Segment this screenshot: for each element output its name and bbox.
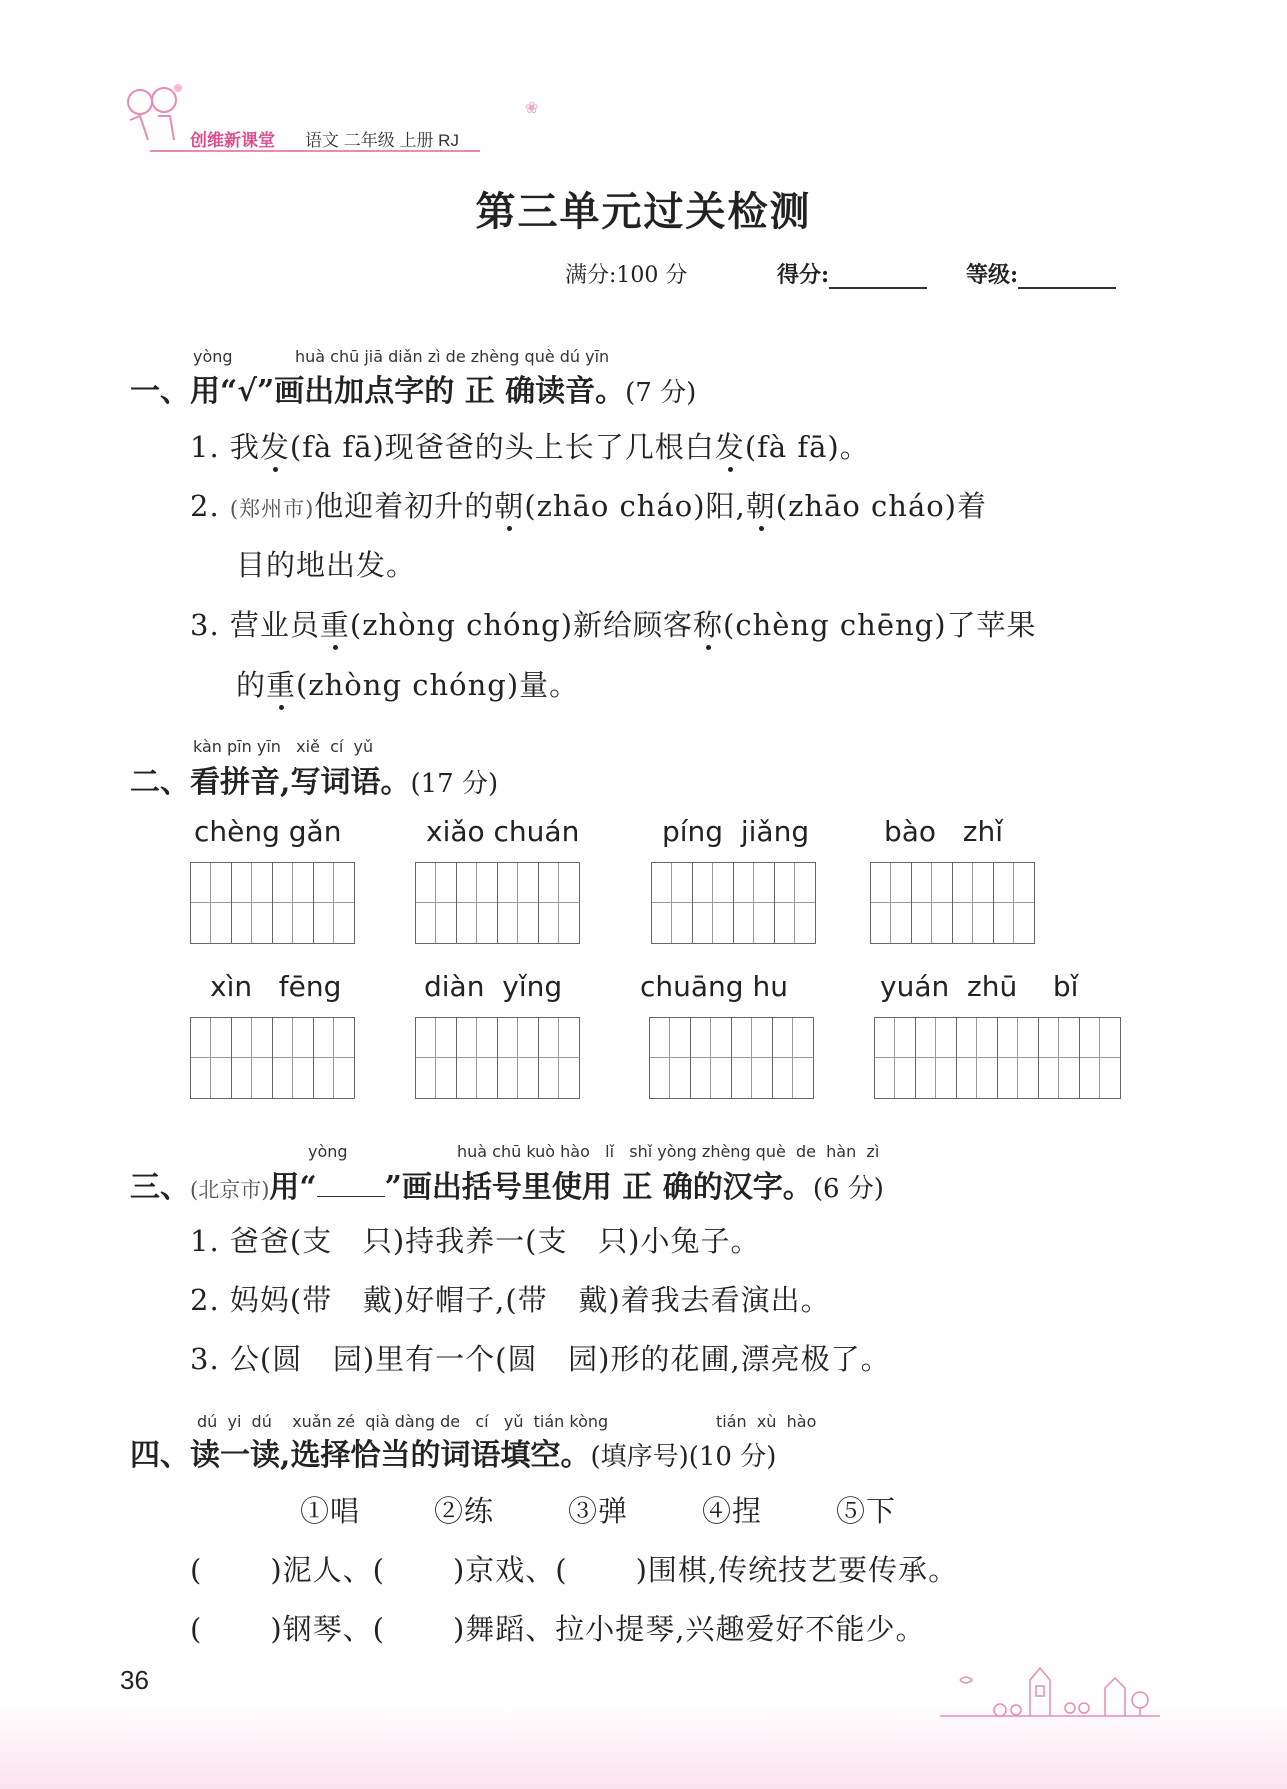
q2-word-4-pinyin: bào zhǐ — [884, 815, 1003, 848]
q4-pinyin-2: tián xù hào — [716, 1412, 817, 1431]
writing-cell[interactable] — [916, 1018, 957, 1098]
writing-cell[interactable] — [691, 1018, 732, 1098]
page-title: 第三单元过关检测 — [475, 188, 812, 235]
writing-cell[interactable] — [652, 863, 693, 943]
q1-heading-a: 一、用“√”画出加点字的 — [130, 374, 455, 409]
writing-cell[interactable] — [912, 863, 953, 943]
q4-line-2-part-1[interactable]: ( — [190, 1612, 203, 1646]
q4-line-1-part-2[interactable]: )泥人、( — [270, 1553, 385, 1587]
q2-word-2-grid[interactable] — [415, 862, 580, 944]
writing-cell[interactable] — [1080, 1018, 1120, 1098]
q1-pinyin-2: huà chū jiā diǎn zì de zhèng què dú yīn — [295, 347, 610, 366]
writing-cell[interactable] — [314, 863, 354, 943]
q2-word-5-grid[interactable] — [190, 1017, 355, 1099]
q2-word-1-grid[interactable] — [190, 862, 355, 944]
q3-prefix: 三、 — [130, 1170, 190, 1205]
writing-cell[interactable] — [232, 863, 273, 943]
q1-item-2-text-e[interactable]: (zhāo cháo)着 — [775, 489, 988, 523]
q1-item-2-source: (郑州市) — [229, 497, 315, 521]
q4-heading-text: 四、读一读,选择恰当的词语填空。 — [130, 1438, 591, 1473]
q2-word-4-grid[interactable] — [870, 862, 1035, 944]
q1-item-3-text-b[interactable]: (zhòng chóng)新给顾客 — [349, 608, 694, 642]
q2-word-1-pinyin: chèng gǎn — [194, 815, 342, 848]
q4-pinyin-1: dú yi dú xuǎn zé qià dàng de cí yǔ tián kòng — [197, 1412, 609, 1431]
q3-item-3[interactable]: 3. 公(圆 园)里有一个(圆 园)形的花圃,漂亮极了。 — [190, 1342, 891, 1376]
grade-blank[interactable] — [1018, 267, 1116, 289]
full-score: 满分:100 分 — [565, 263, 688, 288]
writing-cell[interactable] — [314, 1018, 354, 1098]
q3-heading — [130, 1162, 884, 1206]
q3-heading-b: ”画出括号里使用 正 确的汉字。 — [384, 1170, 813, 1205]
writing-cell[interactable] — [232, 1018, 273, 1098]
writing-cell[interactable] — [191, 1018, 232, 1098]
writing-cell[interactable] — [734, 863, 775, 943]
writing-cell[interactable] — [773, 1018, 813, 1098]
writing-cell[interactable] — [416, 863, 457, 943]
q1-item-3-cont — [236, 663, 579, 704]
q1-item-3-text-a: 3. 营业员 — [190, 608, 320, 642]
q1-item-3-cont-dotted: 重 — [266, 668, 297, 702]
writing-cell[interactable] — [273, 1018, 314, 1098]
score-field — [777, 258, 927, 289]
q2-score: (17 分) — [410, 769, 499, 799]
writing-cell[interactable] — [457, 1018, 498, 1098]
q1-item-3-cont-b[interactable]: (zhòng chóng)量。 — [296, 668, 580, 702]
page-number: 36 — [120, 1665, 149, 1695]
writing-cell[interactable] — [498, 863, 539, 943]
q2-heading — [130, 757, 498, 801]
subject-label: 语文 二年级 上册 RJ — [305, 131, 459, 150]
q1-item-1-text-a: 1. 我 — [190, 430, 260, 464]
q1-item-3-cont-a: 的 — [236, 668, 267, 702]
q2-word-3-grid[interactable] — [651, 862, 816, 944]
q4-score: (填序号)(10 分) — [590, 1442, 777, 1472]
q2-word-2-pinyin: xiǎo chuán — [426, 815, 580, 848]
q1-item-3-text-c[interactable]: (chèng chēng)了苹果 — [723, 608, 1037, 642]
q1-score: (7 分) — [625, 378, 697, 408]
q4-option-2: ②练 — [434, 1494, 495, 1528]
writing-cell[interactable] — [457, 863, 498, 943]
writing-cell[interactable] — [732, 1018, 773, 1098]
q4-line-1 — [190, 1548, 958, 1589]
q4-line-1-part-3[interactable]: )京戏、( — [452, 1553, 568, 1587]
q1-item-3 — [190, 603, 1037, 644]
q1-item-1-text-c[interactable]: (fà fā)。 — [744, 430, 870, 464]
q1-item-3-dotted-1: 重 — [319, 608, 350, 642]
writing-cell[interactable] — [498, 1018, 539, 1098]
q4-line-2-part-2[interactable]: )钢琴、( — [270, 1612, 385, 1646]
q3-score: (6 分) — [812, 1174, 884, 1204]
q3-pinyin-2: huà chū kuò hào lǐ shǐ yòng zhèng què de hàn zì — [457, 1142, 880, 1161]
q2-word-7-pinyin: chuāng hu — [640, 970, 788, 1003]
q4-line-1-part-4: )围棋,传统技艺要传承。 — [635, 1553, 959, 1587]
q3-source: (北京市) — [190, 1178, 270, 1202]
q4-line-2 — [190, 1607, 926, 1648]
q2-heading-text: 二、看拼音,写词语。 — [130, 765, 411, 800]
q2-word-6-pinyin: diàn yǐng — [424, 970, 563, 1003]
q1-item-2-text-b: 他迎着初升的 — [314, 489, 495, 523]
writing-cell[interactable] — [191, 863, 232, 943]
q2-word-8-pinyin: yuán zhū bǐ — [880, 970, 1079, 1003]
q4-line-1-part-1[interactable]: ( — [190, 1553, 203, 1587]
q2-word-3-pinyin: píng jiǎng — [662, 815, 810, 848]
q4-option-4: ④捏 — [702, 1494, 763, 1528]
q2-word-5-pinyin: xìn fēng — [210, 970, 342, 1003]
writing-cell[interactable] — [1039, 1018, 1080, 1098]
writing-cell[interactable] — [871, 863, 912, 943]
q3-underline-sample — [317, 1172, 385, 1197]
writing-cell[interactable] — [416, 1018, 457, 1098]
grade-field — [966, 258, 1116, 289]
q4-option-5: ⑤下 — [836, 1494, 897, 1528]
writing-cell[interactable] — [998, 1018, 1039, 1098]
q1-item-2-dotted-1: 朝 — [494, 489, 525, 523]
q3-item-1[interactable]: 1. 爸爸(支 只)持我养一(支 只)小兔子。 — [190, 1224, 761, 1258]
butterfly-icon: ❀ — [525, 98, 539, 117]
q1-item-2 — [190, 484, 987, 525]
header-illustration — [118, 80, 188, 150]
q1-item-1-dotted-2: 发 — [714, 430, 745, 464]
q1-item-2-dotted-2: 朝 — [745, 489, 776, 523]
writing-cell[interactable] — [994, 863, 1034, 943]
q4-option-1: ①唱 — [300, 1494, 361, 1528]
q3-pinyin-1: yòng — [308, 1142, 348, 1161]
q1-item-2-text-c[interactable]: (zhāo cháo)阳, — [524, 489, 746, 523]
q4-heading — [130, 1430, 776, 1474]
brand-name: 创维新课堂 — [190, 131, 275, 150]
q2-word-6-grid[interactable] — [415, 1017, 580, 1099]
q1-heading-b: 正 确读音。 — [464, 374, 626, 409]
q4-option-3: ③弹 — [568, 1494, 629, 1528]
q3-item-2[interactable]: 2. 妈妈(带 戴)好帽子,(带 戴)着我去看演出。 — [190, 1283, 831, 1317]
q1-item-2-cont: 目的地出发。 — [236, 548, 417, 582]
score-blank[interactable] — [829, 267, 927, 289]
q2-word-8-grid[interactable] — [874, 1017, 1121, 1099]
q1-item-3-dotted-2: 称 — [693, 608, 724, 642]
q1-item-1-dotted-1: 发 — [259, 430, 290, 464]
writing-cell[interactable] — [775, 863, 815, 943]
writing-cell[interactable] — [539, 863, 579, 943]
q1-item-2-text-a: 2. — [190, 489, 230, 523]
grade-label: 等级: — [966, 262, 1019, 288]
castle-illustration-icon — [940, 1650, 1160, 1720]
q2-word-7-grid[interactable] — [649, 1017, 814, 1099]
writing-cell[interactable] — [650, 1018, 691, 1098]
writing-cell[interactable] — [875, 1018, 916, 1098]
q3-heading-a: 用“ — [269, 1170, 317, 1205]
q1-item-1 — [190, 425, 870, 466]
writing-cell[interactable] — [273, 863, 314, 943]
writing-cell[interactable] — [693, 863, 734, 943]
q1-item-1-text-b[interactable]: (fà fā)现爸爸的头上长了几根白 — [289, 430, 715, 464]
q2-pinyin: kàn pīn yīn xiě cí yǔ — [193, 737, 374, 756]
writing-cell[interactable] — [953, 863, 994, 943]
q1-heading — [130, 366, 696, 410]
q4-line-2-part-3: )舞蹈、拉小提琴,兴趣爱好不能少。 — [452, 1612, 926, 1646]
writing-cell[interactable] — [957, 1018, 998, 1098]
writing-cell[interactable] — [539, 1018, 579, 1098]
score-label: 得分: — [777, 262, 830, 288]
q1-pinyin-1: yòng — [193, 347, 233, 366]
